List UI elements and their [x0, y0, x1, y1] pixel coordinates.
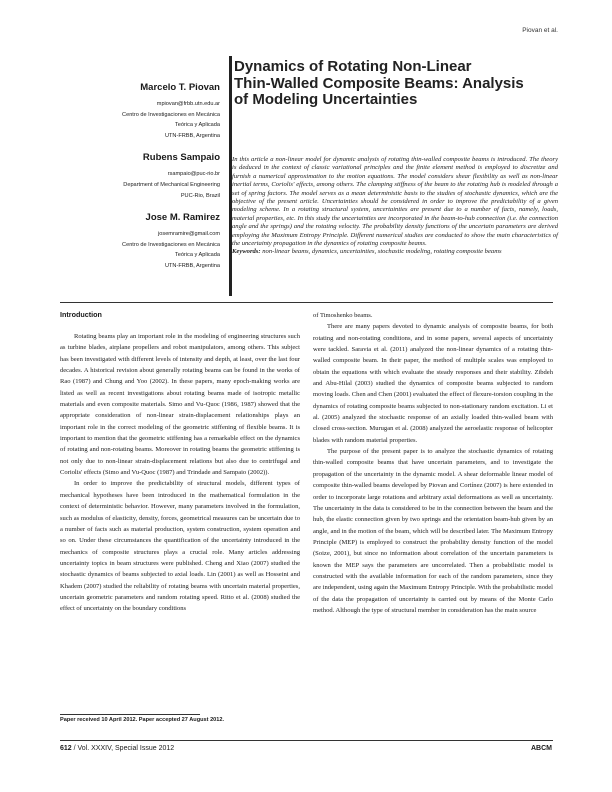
footer-publisher: ABCM — [531, 745, 552, 752]
author-email: rsampaio@puc-rio.br — [167, 171, 220, 178]
author-affiliation: UTN-FRBB, Argentina — [164, 132, 220, 139]
author-affiliation: Teórica y Aplicada — [174, 252, 220, 259]
title-line: of Modeling Uncertainties — [234, 91, 418, 108]
paper-title — [234, 59, 554, 109]
running-head: Piovan et al. — [522, 27, 558, 34]
author-email: mpiovan@frbb.utn.edu.ar — [156, 101, 220, 107]
keywords-text: non-linear beams, dynamics, uncertainties, stochastic modeling, rotating composite beams — [260, 248, 502, 256]
author-affiliation: UTN-FRBB, Argentina — [164, 262, 220, 269]
paragraph: Rotating beams play an important role in the modeling of engineering structures such as turbine blades, airplane propellers and robot manipulators, among others. This subject has been investigated with different levels of intensity and depth, at least, over the last four decades. A historical revision about generally rotating beams can be found in the works of Rao (1987) and Chung and Yoo (2002). In these papers, many epoch-making works are listed as well as recent investigations about rotating beams made of isotropic metallic materials and even composite materials. Simo and Vu-Quoc (1986, 1987) showed that the appropriate consideration of non-linear strain-displacement relationships plays an important role in the correct modeling of the geometric stiffening of flexible beams. It is important to mention that the geometric stiffening has a remarkable effect on the dynamics of rotating and non-rotating beams. Moreover in rotating beams the geometric stiffening is not only due to non-linear strain-displacement relations but also due to centrifugal and Coriolis' effects (Simo and Vu-Quoc (1987) and Trindade and Sampaio (2002)). — [60, 333, 300, 477]
author-3 — [60, 212, 220, 271]
paragraph: There are many papers devoted to dynamic analysis of composite beams, for both rotating and non-rotating conditions, and in some papers, several aspects of uncertainty were tackled. Saravia et al. (2011) analyzed the non-linear dynamics of a rotating thin-walled composite beam. In their paper, the method of multiple scales was employed to obtain the equations with which evaluate the steady responses and their stability. Zibdeh and Abu-Hilal (2003) studied the dynamics of composite beams subjected to random moving loads. Chen and Chen (2001) evaluated the effect of flexure-torsion coupling in the dynamics of rotating composite beams subjected to non-stationary random excitation. Li et al. (2005) analyzed the stochastic response of an axially loaded thin-walled beam with closed cross-section. Murugan et al. (2008) analyzed the aeroelastic response of helicopter blades with random material properties. — [313, 323, 553, 444]
author-1 — [60, 82, 220, 141]
authors-block — [60, 82, 220, 283]
left-column — [60, 310, 300, 615]
author-affiliation: Centro de Investigaciones en Mecánica — [122, 241, 220, 248]
footer-left — [60, 745, 174, 752]
author-affiliation: Centro de Investigaciones en Mecánica — [122, 111, 220, 118]
author-email: josemramire@gmail.com — [158, 231, 220, 238]
section-heading: Introduction — [60, 310, 102, 319]
author-2 — [60, 152, 220, 201]
author-name: Rubens Sampaio — [142, 152, 220, 164]
paragraph: In order to improve the predictability of structural models, different types of mechanical hypotheses have been introduced in the mathematical formulation in the context of deterministic behavior. However, many parameters involved in the formulation, such as modulus of elasticity, density, forces, geometrical measures can be uncertain due to a number of facts such as material production, system construction, system operation and so on. Under these circumstances the quantification of the uncertainty introduced in the mechanics of composite structures plays a crucial role. Many articles addressing uncertainty topics in beam structures were published. Cheng and Xiao (2007) studied the stochastic dynamics of beams subjected to axial loads. Lin (2001) as well as Hosseini and Khadem (2007) studied the reliability of rotating beams with uncertain material properties, uncertain geometric parameters and random rotating speed. Ritto et al. (2008) studied the effect of uncertainty on the boundary conditions — [60, 480, 300, 613]
footer-rule — [60, 740, 553, 741]
author-affiliation: Department of Mechanical Engineering — [123, 181, 220, 188]
author-affiliation: Teórica y Aplicada — [174, 122, 220, 129]
paragraph: of Timoshenko beams. — [313, 312, 373, 319]
header-rule — [60, 302, 553, 303]
page-number: 612 — [60, 745, 72, 752]
abstract — [232, 156, 558, 257]
author-affiliation: PUC-Rio, Brazil — [180, 192, 220, 199]
journal-info: / Vol. XXXIV, Special Issue 2012 — [71, 745, 175, 752]
footnote: Paper received 10 April 2012. Paper accepted 27 August 2012. — [60, 717, 225, 723]
title-line: Thin-Walled Composite Beams: Analysis — [234, 74, 524, 92]
keywords-label: Keywords: — [232, 248, 261, 256]
abstract-text: In this article a non-linear model for dynamic analysis of rotating thin-walled composite beams is introduced. The theory is deduced in the context of classic variational principles and the finite element method is employed to discretize and furnish a numerical approximation to the motion equations. The model considers shear flexibility as well as non-linear inertial terms, Coriolis' effects, among others. The clamping stiffness of the beam to the rotating hub is modeled through a set of spring factors. The model serves as a mean deterministic basis to the studies of stochastic dynamics, which are the objective of the present article. Uncertainties should be considered in order to improve the predictability of a given modeling scheme. In a rotating structural system, uncertainties are present due to a number of facts, namely, loads, material properties, etc. In this study the uncertainties are incorporated in the beam-to-hub connection (i.e. the connection angle and the springs) and the rotating velocity. The probability density functions of the uncertain parameters are derived employing the Maximum Entropy Principle. Different numerical studies are conducted to show the main characteristics of the uncertainty propagation in the dynamics of rotating composite beams. — [232, 156, 558, 248]
title-line: Dynamics of Rotating Non-Linear — [234, 58, 472, 75]
footnote-rule — [60, 714, 200, 715]
right-column — [313, 310, 553, 616]
author-name: Marcelo T. Piovan — [140, 82, 220, 93]
author-name: Jose M. Ramirez — [145, 212, 220, 224]
paragraph: The purpose of the present paper is to analyze the stochastic dynamics of rotating thin-walled composite beams that have uncertain parameters, and to investigate the propagation of the uncertainty in the dynamic model. A shear deformable linear model of composite thin-walled beams developed by Piovan and Cortínez (2007) is here extended in order to incorporate large rotations and arbitrary axial deformations as well as uncertainty. The uncertainty in the data is considered to be in the connection between the beam and the hub, the elastic connection given by two springs and the orientation beam-hub given by an angle, and in the motion of the beam, which will be described later. The Maximum Entropy Principle (MEP) is employed to construct the probability density function of the model (Soize, 2001), but since no information about correlation of the uncertain parameters is known the MEP says the parameters are uncorrelated. Then a probabilistic model is constructed with the available information for each of the random parameters, since they are independent, using again the Maximum Entropy Principle. With the probabilistic model of the data the propagation of uncertainty is carried out by means of the Monte Carlo method. Although the type of structural member in consideration has the main source — [313, 448, 553, 614]
